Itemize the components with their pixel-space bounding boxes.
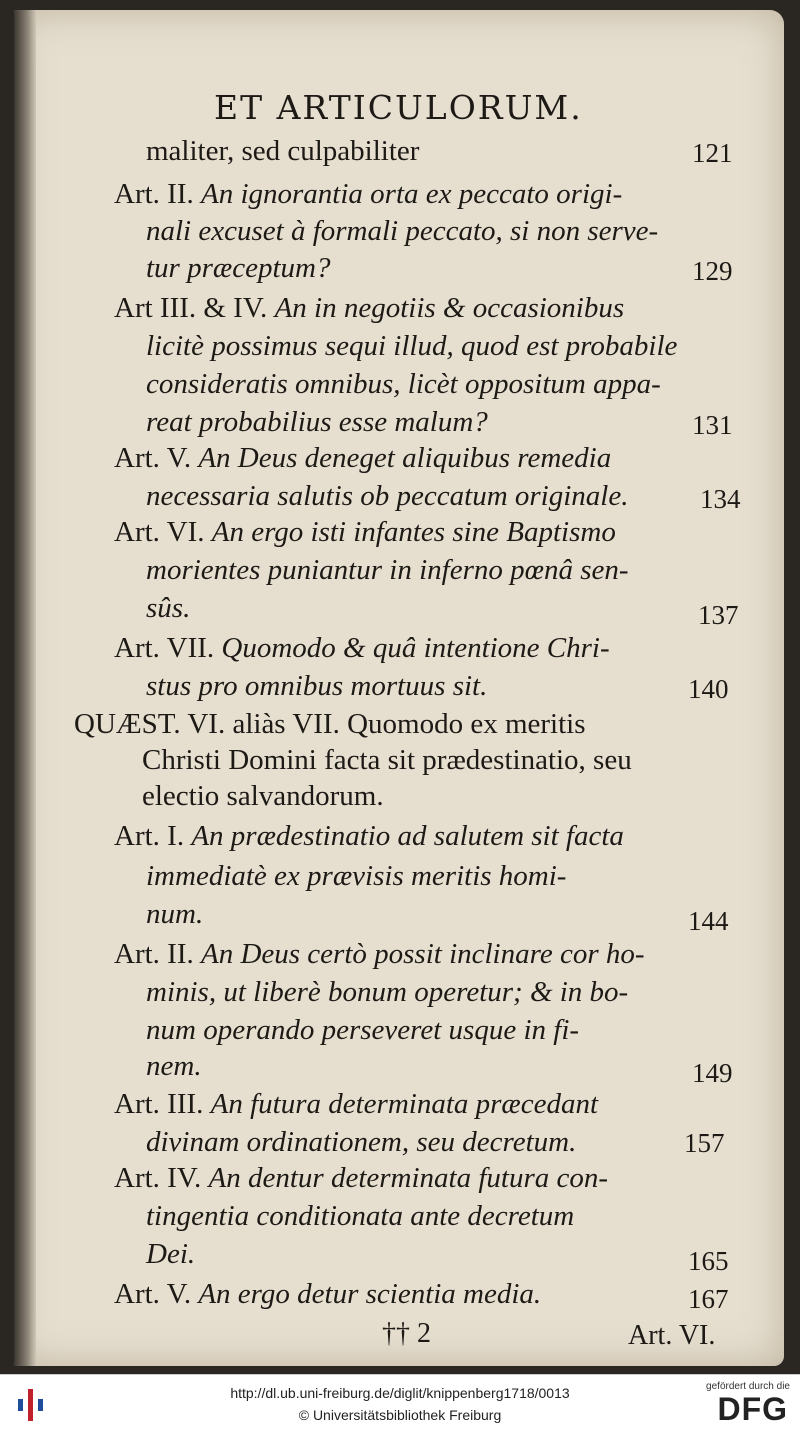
index-line [146,1238,195,1271]
index-line [114,1278,541,1311]
signature-mark: †† 2 [382,1318,431,1349]
entry-label: Art. II. [114,178,201,210]
page-number: 165 [688,1246,729,1276]
index-line [146,1200,574,1233]
entry-text: An dentur determinata futura con- [208,1162,609,1194]
page-number: 137 [698,600,739,630]
index-line [146,480,628,513]
entry-label: Art. IV. [114,1162,209,1194]
index-line [146,898,203,931]
index-line [142,780,384,813]
entry-text: reat probabilius esse malum? [146,406,488,438]
entry-text: minis, ut liberè bonum operetur; & in bo- [146,976,629,1008]
index-line [114,178,622,211]
entry-text: consideratis omnibus, licèt oppositum appa- [146,368,661,400]
page-number: 134 [700,484,741,514]
index-line [146,860,566,893]
index-line [114,632,610,665]
index-line [74,708,586,741]
entry-label: Art. VII. [114,632,222,664]
entry-label: Art. III. [114,1088,211,1120]
entry-text: morientes puniantur in inferno pœnâ sen- [146,554,629,586]
entry-text: An ignorantia orta ex peccato origi- [200,178,623,210]
page-content [14,10,784,1366]
entry-text: nali excuset à formali peccato, si non serve- [146,215,659,247]
entry-text: aliàs VII. Quomodo ex meritis [232,708,586,740]
book-page [14,10,784,1366]
copyright-text: © Universitätsbibliothek Freiburg [298,1407,502,1423]
entry-text: tur præceptum? [146,252,331,284]
entry-text: An ergo detur scientia media. [198,1278,542,1310]
entry-text: sûs. [146,592,191,624]
page-number: 149 [692,1058,733,1088]
index-line [146,330,677,363]
index-line [146,670,487,703]
entry-text: electio salvandorum. [142,780,384,812]
index-line [146,1126,576,1159]
entry-label: Art. VI. [114,516,212,548]
entry-text: num. [146,898,204,930]
index-line [146,252,330,285]
entry-label: Art. II. [114,938,201,970]
catchword: Art. VI. [628,1320,716,1351]
index-line [114,1162,608,1195]
running-header: ET ARTICULORUM. [214,88,583,127]
entry-label: QUÆST. VI. [74,708,233,740]
entry-text: An in negotiis & occasionibus [274,292,625,324]
entry-label: Art III. & IV. [114,292,275,324]
index-line [114,1088,598,1121]
entry-text: stus pro omnibus mortuus sit. [146,670,488,702]
index-line [146,976,628,1009]
entry-text: nem. [146,1050,202,1082]
index-line [114,292,624,325]
entry-text: necessaria salutis ob peccatum originale. [146,480,629,512]
entry-text: licitè possimus sequi illud, quod est probabile [146,330,678,362]
index-line [146,554,629,587]
viewer-footer [0,1374,800,1432]
entry-text: Christi Domini facta sit prædestinatio, seu [142,744,632,776]
entry-text: Dei. [146,1238,196,1270]
entry-text: immediatè ex prævisis meritis homi- [146,860,567,892]
index-line [114,820,624,853]
entry-text: num operando perseveret usque in fi- [146,1014,580,1046]
entry-text: divinam ordinationem, seu decretum. [146,1126,577,1158]
permalink-link[interactable]: http://dl.ub.uni-freiburg.de/diglit/knippenberg1718/0013 [230,1385,570,1401]
page-number: 121 [692,138,733,168]
index-line [146,406,488,439]
entry-text: An Deus deneget aliquibus remedia [198,442,612,474]
index-line [146,368,661,401]
page-number: 157 [684,1128,725,1158]
entry-text: An Deus certò possit inclinare cor ho- [200,938,645,970]
index-line [146,1050,202,1083]
index-line [114,516,616,549]
page-number: 167 [688,1284,729,1314]
entry-text: An ergo isti infantes sine Baptismo [211,516,616,548]
entry-label: Art. I. [114,820,192,852]
index-line [114,938,645,971]
page-number: 140 [688,674,729,704]
index-line [146,135,419,168]
page-number: 131 [692,410,733,440]
page-number: 144 [688,906,729,936]
dfg-logo[interactable]: DFG [717,1391,788,1427]
index-line [146,1014,579,1047]
entry-label: Art. V. [114,442,199,474]
index-line [142,744,632,777]
entry-text: Quomodo & quâ intentione Chri- [221,632,610,664]
index-line [114,442,611,475]
page-number: 129 [692,256,733,286]
entry-text: An futura determinata præcedant [210,1088,599,1120]
entry-text: maliter, sed culpabiliter [146,135,420,167]
index-line [146,592,190,625]
funding-note: gefördert durch die [706,1381,790,1392]
entry-label: Art. V. [114,1278,199,1310]
entry-text: An prædestinatio ad salutem sit facta [191,820,624,852]
entry-text: tingentia conditionata ante decretum [146,1200,575,1232]
index-line [146,215,658,248]
